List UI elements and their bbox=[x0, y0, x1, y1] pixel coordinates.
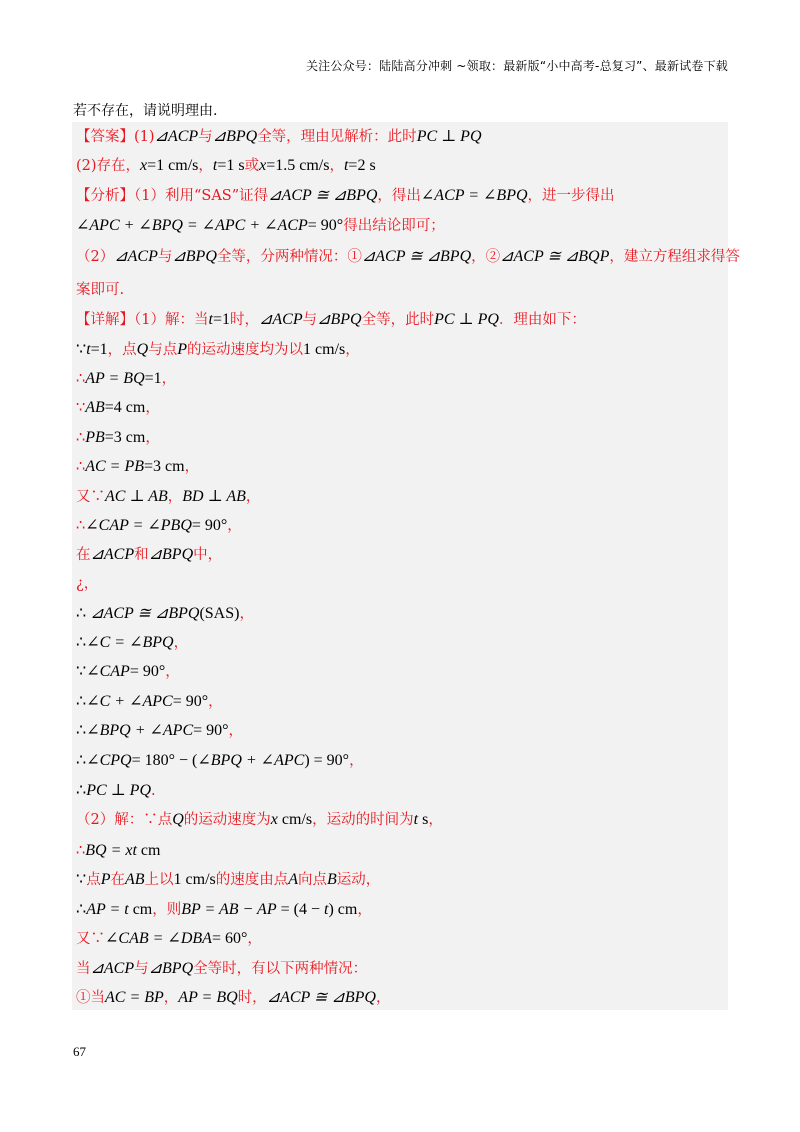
line-segment: （2） bbox=[76, 249, 115, 265]
line-segment: ∠CAP = ∠PBQ bbox=[85, 517, 192, 534]
line-segment: t bbox=[208, 311, 213, 328]
line-segment: ∵ bbox=[76, 400, 86, 416]
line-segment: ∴ bbox=[76, 843, 86, 859]
line-segment: ⊿ACP ≅ ⊿BQP bbox=[500, 248, 610, 265]
line-segment: Q bbox=[136, 341, 149, 358]
answer-line bbox=[76, 988, 390, 1008]
line-segment: x bbox=[270, 811, 278, 828]
line-segment: ∠CAB = ∠DBA bbox=[105, 930, 212, 947]
line-segment: =2 s bbox=[348, 157, 376, 174]
answer-line bbox=[76, 127, 482, 147]
answer-line bbox=[76, 810, 443, 830]
line-segment: t bbox=[343, 157, 349, 174]
line-segment: ⊿ACP bbox=[258, 311, 303, 328]
line-segment: 运动， bbox=[336, 872, 381, 888]
line-segment: 的运动速度为 bbox=[183, 812, 271, 828]
line-segment: ⊿ACP bbox=[90, 546, 135, 563]
answer-line bbox=[76, 633, 188, 653]
line-segment: PC ⊥ PQ bbox=[416, 128, 482, 145]
line-segment: ， bbox=[227, 518, 242, 534]
line-segment: ，运动的时间为 bbox=[312, 812, 414, 828]
line-segment: ⊿BPQ bbox=[212, 128, 258, 145]
line-segment: s bbox=[418, 811, 429, 828]
line-segment: ， bbox=[247, 931, 262, 947]
line-segment: 与 bbox=[134, 961, 149, 977]
line-segment: ⊿ACP ≅ ⊿BPQ bbox=[90, 605, 200, 622]
line-segment: t bbox=[86, 341, 91, 358]
line-segment: ∴ bbox=[76, 901, 87, 918]
answer-line bbox=[76, 841, 160, 861]
line-segment: =1 bbox=[212, 311, 230, 328]
line-segment: =1 cm/s bbox=[147, 157, 199, 174]
answer-line bbox=[76, 751, 364, 771]
line-segment: =1.5 cm/s bbox=[266, 157, 330, 174]
line-segment: 与 bbox=[157, 249, 173, 265]
line-segment: ， bbox=[228, 723, 244, 739]
line-segment: ， bbox=[428, 812, 443, 828]
line-segment: 在 bbox=[110, 872, 125, 888]
line-segment: ， bbox=[145, 400, 160, 416]
line-segment: ，则 bbox=[152, 902, 182, 918]
line-segment: 与点 bbox=[148, 342, 178, 358]
answer-line bbox=[76, 870, 380, 890]
line-segment: 1 cm/s bbox=[173, 871, 216, 888]
line-segment: 的运动速度均为以 bbox=[187, 342, 304, 358]
line-segment: ⊿BPQ bbox=[148, 960, 194, 977]
line-segment: ，进一步得出 bbox=[527, 188, 615, 204]
line-segment: B bbox=[327, 871, 337, 888]
line-segment: ，建立方程组求得答 bbox=[609, 249, 740, 265]
line-segment: ⊿ACP ≅ ⊿BPQ bbox=[266, 989, 376, 1006]
answer-line bbox=[76, 428, 160, 448]
line-segment: ∵ bbox=[76, 663, 87, 680]
page-header: 关注公众号：陆陆高分冲刺 ~领取：最新版“小中高考-总复习”、最新试卷下载 bbox=[305, 59, 728, 73]
line-segment: 案即可. bbox=[76, 282, 125, 298]
line-segment: 【分析】（1）利用“SAS”证得 bbox=[76, 188, 269, 204]
line-segment: = 90° bbox=[193, 722, 229, 739]
line-segment: cm/s bbox=[277, 811, 313, 828]
line-segment: PC ⊥ PQ bbox=[86, 782, 152, 799]
line-segment: 又∵ bbox=[76, 489, 105, 505]
answer-line bbox=[76, 604, 254, 624]
line-segment: AP = BQ bbox=[85, 370, 145, 387]
answer-line bbox=[76, 574, 98, 594]
line-segment: AP = t bbox=[86, 901, 129, 918]
line-segment: ∴ bbox=[76, 722, 87, 739]
line-segment: cm bbox=[128, 901, 153, 918]
line-segment: P bbox=[177, 341, 188, 358]
line-segment: . bbox=[151, 783, 156, 799]
line-segment: 点 bbox=[86, 872, 101, 888]
line-segment: ， bbox=[357, 902, 372, 918]
answer-line bbox=[76, 280, 124, 300]
line-segment: AC = PB bbox=[85, 458, 145, 475]
line-segment: ⊿ACP ≅ ⊿BPQ bbox=[268, 187, 378, 204]
line-segment: ∴ bbox=[76, 371, 86, 387]
line-segment: PB bbox=[85, 429, 105, 446]
line-segment: ⊿BPQ bbox=[317, 311, 362, 328]
line-segment: cm bbox=[136, 842, 161, 859]
line-segment: =3 cm bbox=[144, 458, 185, 475]
line-segment: ， bbox=[173, 635, 189, 651]
line-segment: ， bbox=[345, 342, 360, 358]
line-segment: AC ⊥ AB bbox=[105, 488, 168, 505]
line-segment: ⊿BPQ bbox=[148, 546, 194, 563]
line-segment: ，② bbox=[471, 249, 501, 265]
line-segment: = 90° bbox=[307, 217, 344, 234]
line-segment: ，得出 bbox=[377, 188, 421, 204]
answer-line bbox=[76, 340, 360, 360]
answer-line bbox=[76, 457, 199, 477]
line-segment: = 60° bbox=[211, 930, 248, 947]
line-segment: t bbox=[212, 157, 218, 174]
line-segment: 又∵ bbox=[76, 931, 105, 947]
answer-line bbox=[76, 369, 176, 389]
line-segment: ⊿ACP bbox=[90, 960, 135, 977]
line-segment: ， bbox=[165, 664, 180, 680]
answer-line bbox=[76, 662, 180, 682]
line-segment: AB bbox=[124, 871, 145, 888]
line-segment: ， bbox=[161, 371, 177, 387]
line-segment: ， bbox=[167, 489, 183, 505]
line-segment: x bbox=[259, 157, 267, 174]
line-segment: 向点 bbox=[298, 872, 328, 888]
line-segment: ∴ bbox=[76, 518, 86, 534]
line-segment: ∴ bbox=[76, 605, 91, 622]
line-segment: ) cm bbox=[328, 901, 358, 918]
line-segment: 与 bbox=[302, 312, 318, 328]
line-segment: 或 bbox=[244, 158, 260, 174]
answer-line bbox=[76, 929, 262, 949]
line-segment: 当 bbox=[76, 961, 91, 977]
answer-line bbox=[76, 398, 160, 418]
line-segment: = (4 − bbox=[276, 901, 324, 918]
line-segment: ⊿ACP bbox=[114, 248, 158, 265]
answer-line bbox=[76, 186, 615, 206]
line-segment: BQ = xt bbox=[85, 842, 137, 859]
line-segment: ∠BPQ + ∠APC bbox=[197, 752, 305, 769]
answer-line bbox=[76, 692, 223, 712]
line-segment: 上以 bbox=[144, 872, 174, 888]
line-segment: t bbox=[323, 901, 329, 918]
line-segment: ， bbox=[198, 158, 213, 174]
line-segment: P bbox=[100, 871, 111, 888]
line-segment: =4 cm bbox=[104, 399, 146, 416]
line-segment: x bbox=[140, 157, 148, 174]
line-segment: 【详解】（1）解：当 bbox=[76, 312, 209, 328]
line-segment: ∴ bbox=[76, 752, 87, 769]
line-segment: A bbox=[288, 871, 299, 888]
line-segment: Q bbox=[172, 811, 184, 828]
line-segment: 1 cm/s bbox=[303, 341, 346, 358]
line-segment: BD ⊥ AB bbox=[182, 488, 246, 505]
line-segment: ¿， bbox=[76, 576, 99, 592]
line-segment: =3 cm bbox=[104, 429, 146, 446]
line-segment: AP = BQ bbox=[178, 989, 238, 1006]
line-segment: = 90° bbox=[172, 693, 209, 710]
answer-line bbox=[76, 487, 260, 507]
line-segment: 时， bbox=[229, 312, 259, 328]
answer-line bbox=[76, 516, 242, 536]
line-segment: 全等，此时 bbox=[361, 312, 435, 328]
line-segment: BP = AB − AP bbox=[181, 901, 277, 918]
line-segment: ) = 90° bbox=[304, 752, 350, 769]
line-segment: = 90° bbox=[191, 517, 228, 534]
line-segment: ∠C = ∠BPQ bbox=[86, 634, 174, 651]
line-segment: ， bbox=[208, 694, 223, 710]
answer-line bbox=[76, 959, 367, 979]
line-segment: ∠CAP bbox=[86, 663, 130, 680]
line-segment: (2)存在， bbox=[76, 158, 141, 174]
line-segment: t bbox=[413, 811, 419, 828]
line-segment: 的速度由点 bbox=[215, 872, 289, 888]
line-segment: ，点 bbox=[107, 342, 137, 358]
line-segment: 全等，分两种情况：① bbox=[216, 249, 362, 265]
line-segment: AC = BP bbox=[105, 989, 164, 1006]
line-segment: = 180° − ( bbox=[131, 752, 198, 769]
line-segment: =1 s bbox=[217, 157, 245, 174]
line-segment: ∵ bbox=[76, 871, 87, 888]
line-segment: ， bbox=[245, 489, 261, 505]
line-segment: 时， bbox=[237, 990, 267, 1006]
line-segment: ∠C + ∠APC bbox=[86, 693, 173, 710]
answer-line bbox=[76, 247, 740, 267]
line-segment: AB bbox=[85, 399, 105, 416]
line-segment: ∴ bbox=[76, 459, 86, 475]
line-segment: ⊿ACP ≅ ⊿BPQ bbox=[361, 248, 472, 265]
line-segment: 全等，理由见解析：此时 bbox=[257, 129, 417, 145]
line-segment: ∴ bbox=[76, 782, 87, 799]
line-segment: ， bbox=[349, 753, 364, 769]
line-segment: ⊿BPQ bbox=[172, 248, 217, 265]
line-segment: ∠APC + ∠BPQ = ∠APC + ∠ACP bbox=[76, 217, 308, 234]
answer-line bbox=[76, 156, 376, 176]
line-segment: ∠BPQ + ∠APC bbox=[86, 722, 194, 739]
line-segment: ∵ bbox=[76, 341, 87, 358]
line-segment: ， bbox=[184, 459, 200, 475]
line-segment: ∠CPQ bbox=[86, 752, 132, 769]
line-segment: ， bbox=[145, 430, 160, 446]
line-segment: 中， bbox=[193, 547, 223, 563]
line-segment: ， bbox=[329, 158, 344, 174]
line-segment: ∴ bbox=[76, 634, 87, 651]
answer-line bbox=[76, 310, 586, 330]
line-segment: 在 bbox=[76, 547, 91, 563]
line-segment: ∴ bbox=[76, 430, 86, 446]
page-number: 67 bbox=[73, 1044, 86, 1059]
line-segment: 和 bbox=[134, 547, 149, 563]
line-segment: 得出结论即可； bbox=[343, 218, 445, 234]
line-segment: ①当 bbox=[76, 990, 105, 1006]
line-segment: =1 bbox=[90, 341, 108, 358]
line-segment: ∠ACP = ∠BPQ bbox=[420, 187, 528, 204]
line-segment: ．理由如下： bbox=[498, 312, 586, 328]
line-segment: 全等时，有以下两种情况： bbox=[193, 961, 368, 977]
answer-line bbox=[76, 721, 243, 741]
line-segment: PC ⊥ PQ bbox=[434, 311, 499, 328]
line-segment: ， bbox=[239, 606, 254, 622]
line-segment: （2）解：∵点 bbox=[76, 812, 173, 828]
answer-line bbox=[76, 900, 372, 920]
line-segment: 与 bbox=[198, 129, 213, 145]
answer-line bbox=[76, 781, 156, 801]
line-segment: ， bbox=[163, 990, 179, 1006]
line-segment: = 90° bbox=[129, 663, 166, 680]
answer-line bbox=[76, 545, 222, 565]
line-segment: =1 bbox=[144, 370, 162, 387]
line-segment: ⊿ACP bbox=[154, 128, 199, 145]
line-segment: ∴ bbox=[76, 693, 87, 710]
line-segment: (SAS) bbox=[199, 605, 240, 622]
line-segment: 【答案】(1) bbox=[76, 129, 155, 145]
line-segment: ， bbox=[375, 990, 391, 1006]
answer-line bbox=[76, 216, 445, 236]
intro-text: 若不存在，请说明理由. bbox=[73, 103, 218, 119]
